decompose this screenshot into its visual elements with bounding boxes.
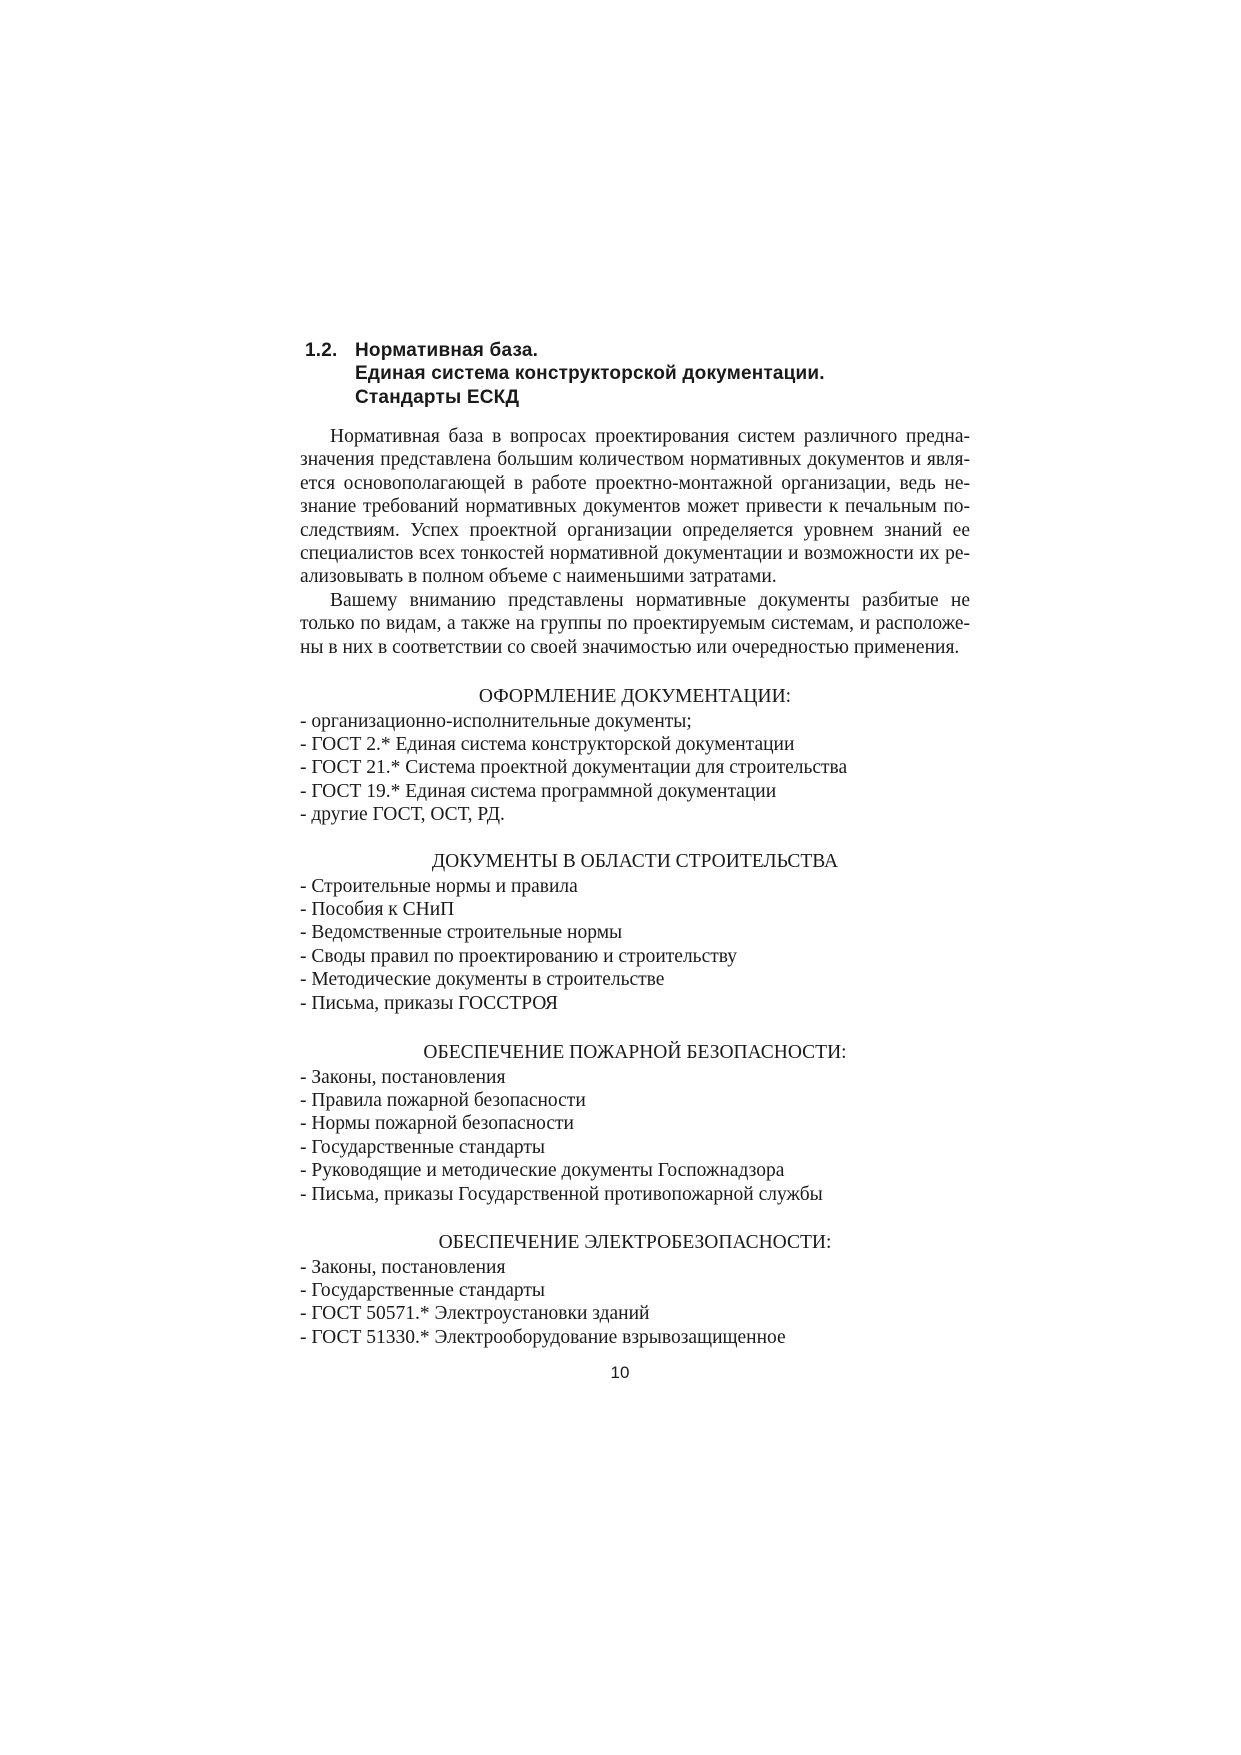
paragraph-line: только по видам, а также на группы по проектируемым системам, и расположе- [300,613,970,635]
list-item: - Законы, постановления [300,1066,506,1088]
page-number: 10 [610,1363,630,1382]
list-item: - ГОСТ 50571.* Электроустановки зданий [300,1303,650,1325]
section-title-line: Единая система конструкторской документации. [355,363,825,384]
paragraph-line: специалистов всех тонкостей нормативной документации и возможности их ре- [300,543,970,564]
section-number: 1.2. [305,340,338,361]
list-item: - Пособия к СНиП [300,898,455,920]
list-item: - Руководящие и методические документы Госпожнадзора [300,1160,785,1182]
list-item: - Правила пожарной безопасности [300,1089,586,1111]
list-item: - Государственные стандарты [300,1136,546,1158]
list-item: - ГОСТ 19.* Единая система программной документации [300,780,777,802]
group-heading: ОБЕСПЕЧЕНИЕ ПОЖАРНОЙ БЕЗОПАСНОСТИ: [423,1042,847,1063]
list-item: - ГОСТ 2.* Единая система конструкторской документации [300,733,795,755]
paragraph-line: значения представлена большим количеством нормативных документов и явля- [300,449,970,471]
list-item: - Своды правил по проектированию и строительству [300,945,738,967]
section-title-line: Нормативная база. [355,340,539,361]
list-item: - Нормы пожарной безопасности [300,1113,574,1135]
list-item: - ГОСТ 51330.* Электрооборудование взрывозащищенное [300,1326,786,1348]
list-item: - ГОСТ 21.* Система проектной документации для строительства [300,757,848,779]
list-item: - Ведомственные строительные нормы [300,922,623,944]
list-item: - Письма, приказы Государственной противопожарной службы [300,1183,823,1205]
paragraph-line: Нормативная база в вопросах проектирования систем различного предна- [330,426,970,447]
paragraph-line: следствиям. Успех проектной организации определяется уровнем знаний ее [300,519,970,541]
paragraph-line: ны в них в соответствии со своей значимостью или очередностью применения. [300,636,960,658]
list-item: - Законы, постановления [300,1256,506,1278]
paragraph-line: ализовывать в полном объеме с наименьшими затратами. [300,566,777,588]
list-item: - Строительные нормы и правила [300,875,578,897]
list-item: - организационно-исполнительные документы; [300,710,692,732]
list-item: - Государственные стандарты [300,1279,546,1301]
group-heading: ОФОРМЛЕНИЕ ДОКУМЕНТАЦИИ: [478,686,792,707]
paragraph-line: знание требований нормативных документов может привести к печальным по- [300,496,970,518]
list-item: - другие ГОСТ, ОСТ, РД. [300,804,505,826]
group-heading: ОБЕСПЕЧЕНИЕ ЭЛЕКТРОБЕЗОПАСНОСТИ: [438,1232,832,1253]
group-heading: ДОКУМЕНТЫ В ОБЛАСТИ СТРОИТЕЛЬСТВА [431,851,839,872]
section-title-line: Стандарты ЕСКД [355,387,520,408]
list-item: - Методические документы в строительстве [300,969,665,991]
list-item: - Письма, приказы ГОССТРОЯ [300,992,558,1014]
paragraph-line: ется основополагающей в работе проектно-монтажной организации, ведь не- [300,472,970,494]
paragraph-line: Вашему вниманию представлены нормативные документы разбитые не [330,589,970,611]
